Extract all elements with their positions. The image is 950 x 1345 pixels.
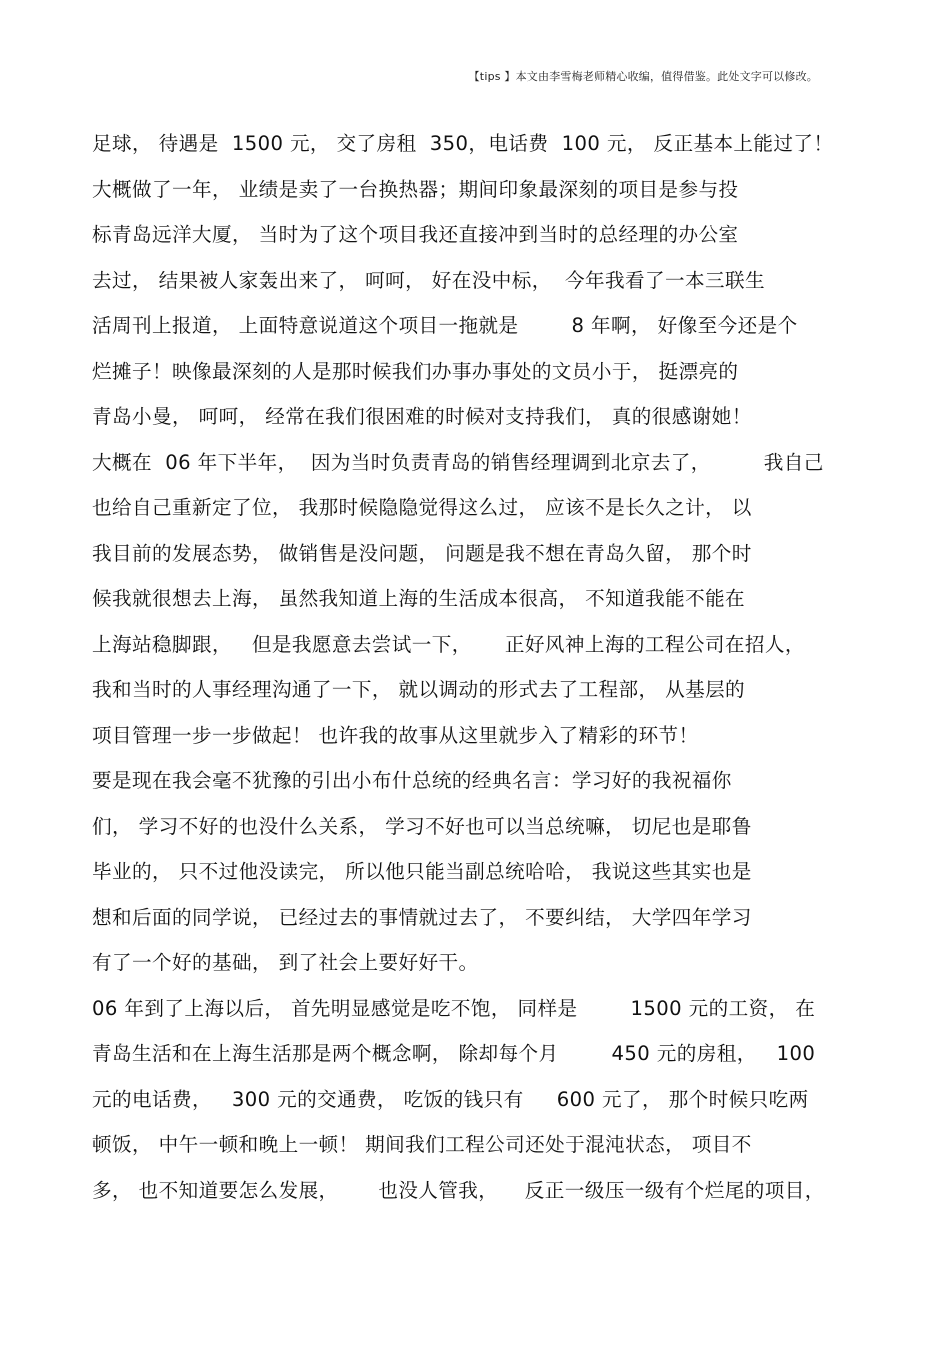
- text-line: 有了一个好的基础， 到了社会上要好好干。: [92, 951, 479, 974]
- text-line: 足球， 待遇是 1500 元， 交了房租 350，电话费 100 元， 反正基本上能过了！: [92, 132, 834, 155]
- text-line: 项目管理一步一步做起！ 也许我的故事从这里就步入了精彩的环节！: [92, 723, 699, 747]
- text-line: 多， 也不知道要怎么发展， 也没人管我， 反正一级压一级有个烂尾的项目，: [92, 1178, 825, 1202]
- text-line: 想和后面的同学说， 已经过去的事情就过去了， 不要纠结， 大学四年学习: [92, 905, 752, 929]
- text-line: 也给自己重新定了位， 我那时候隐隐觉得这么过， 应该不是长久之计， 以: [92, 496, 752, 519]
- body-text: [92, 126, 872, 1218]
- text-line: 顿饭， 中午一顿和晚上一顿！ 期间我们工程公司还处于混沌状态， 项目不: [92, 1133, 752, 1156]
- text-line: 大概做了一年， 业绩是卖了一台换热器；期间印象最深刻的项目是参与投: [92, 177, 739, 201]
- text-line: 标青岛远洋大厦， 当时为了这个项目我还直接冲到当时的总经理的办公室: [92, 223, 739, 246]
- text-line: 06 年到了上海以后， 首先明显感觉是吃不饱， 同样是 1500 元的工资， 在: [92, 996, 816, 1020]
- text-line: 烂摊子！映像最深刻的人是那时候我们办事办事处的文员小于， 挺漂亮的: [92, 359, 739, 383]
- text-line: 毕业的， 只不过他没读完， 所以他只能当副总统哈哈， 我说这些其实也是: [92, 860, 752, 883]
- text-line: 青岛小曼， 呵呵， 经常在我们很困难的时候对支持我们， 真的很感谢她！: [92, 405, 752, 428]
- text-line: 上海站稳脚跟， 但是我愿意去尝试一下， 正好风神上海的工程公司在招人，: [92, 632, 805, 656]
- text-line: 我和当时的人事经理沟通了一下， 就以调动的形式去了工程部， 从基层的: [92, 678, 746, 701]
- tips-header: 【tips 】本文由李雪梅老师精心收编，值得借鉴。此处文字可以修改。: [468, 70, 818, 83]
- text-line: 青岛生活和在上海生活那是两个概念啊， 除却每个月 450 元的房租， 100: [92, 1042, 816, 1065]
- text-line: 要是现在我会毫不犹豫的引出小布什总统的经典名言：学习好的我祝福你: [92, 769, 732, 792]
- text-line: 大概在 06 年下半年， 因为当时负责青岛的销售经理调到北京去了， 我自己: [92, 450, 824, 474]
- text-line: 去过， 结果被人家轰出来了， 呵呵， 好在没中标， 今年我看了一本三联生: [92, 268, 765, 292]
- text-line: 们， 学习不好的也没什么关系， 学习不好也可以当总统嘛， 切尼也是耶鲁: [92, 814, 752, 838]
- text-line: 候我就很想去上海， 虽然我知道上海的生活成本很高， 不知道我能不能在: [92, 587, 746, 610]
- text-line: 我目前的发展态势， 做销售是没问题， 问题是我不想在青岛久留， 那个时: [92, 541, 752, 565]
- text-line: 元的电话费， 300 元的交通费， 吃饭的钱只有 600 元了， 那个时候只吃两: [92, 1087, 809, 1111]
- text-line: 活周刊上报道， 上面特意说道这个项目一拖就是 8 年啊， 好像至今还是个: [92, 314, 798, 337]
